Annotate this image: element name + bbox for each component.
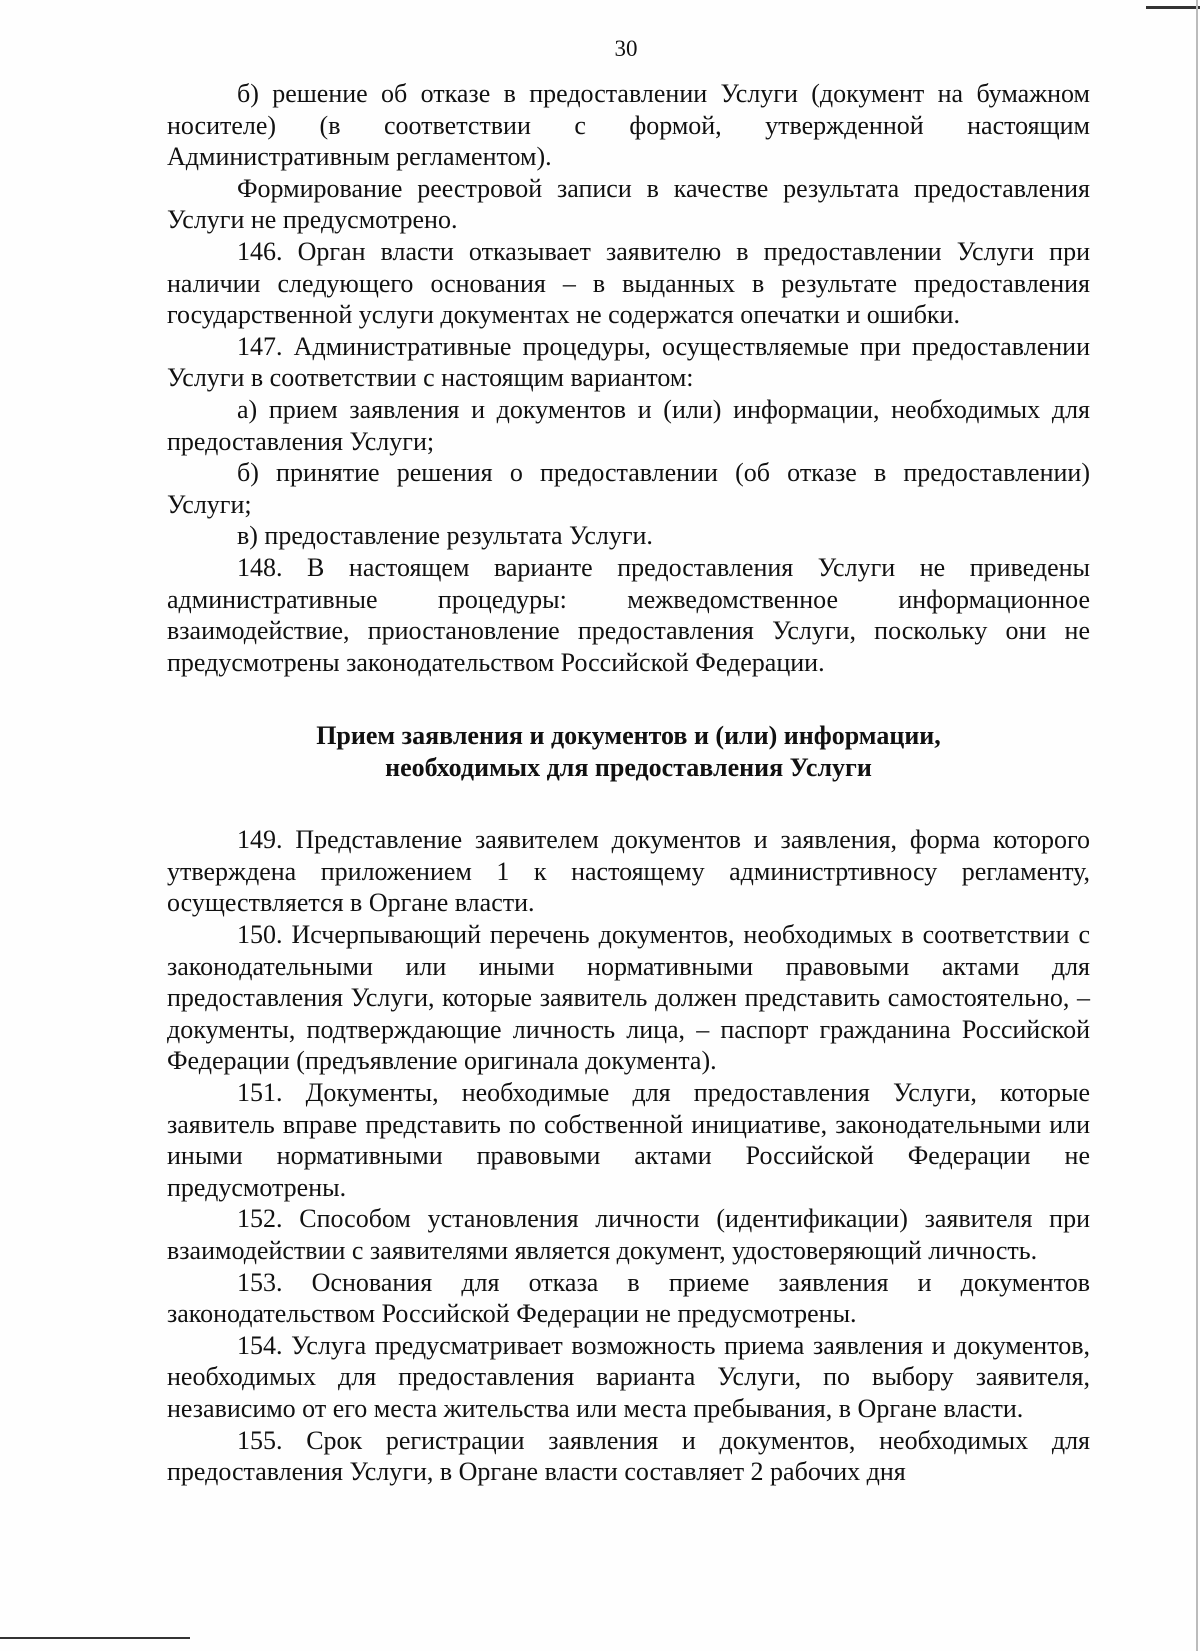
section-heading-line: Прием заявления и документов и (или) информации, [316, 721, 941, 751]
section-heading-line: необходимых для предоставления Услуги [385, 753, 872, 783]
page-number: 30 [614, 36, 638, 61]
scan-edge-mark-bottom [0, 1637, 190, 1639]
paragraph-item-155: 155. Срок регистрации заявления и документов, необходимых для предоставления Услуги, в Органе власти составляет 2 рабочих дня [167, 1425, 1090, 1487]
paragraph-item-152: 152. Способом установления личности (идентификации) заявителя при взаимодействии с заявителями является документ, удостоверяющий личность. [167, 1204, 1090, 1265]
scan-edge-mark-top [1146, 6, 1200, 9]
paragraph-item-148: 148. В настоящем варианте предоставления Услуги не приведены административные процедуры: межведомственное информационное взаимодействие, приостановление предоставления Услуги, поскольку они не предусмотрены законодательством Российской Федерации. [167, 552, 1090, 677]
paragraph-item-150: 150. Исчерпывающий перечень документов, необходимых в соответствии с законодательными или иными нормативными правовыми актами для предоставления Услуги, которые заявитель должен представить самостоятельно, – документы, подтверждающие личность лица, – паспорт гражданина Российской Федерации (предъявление оригинала документа). [167, 920, 1090, 1076]
paragraph-item-147: 147. Административные процедуры, осуществляемые при предоставлении Услуги в соответствии с настоящим вариантом: [167, 331, 1090, 393]
document-body [167, 78, 1090, 1488]
paragraph-item-154: 154. Услуга предусматривает возможность приема заявления и документов, необходимых для предоставления варианта Услуги, по выбору заявителя, независимо от его места жительства или места пребывания, в Органе власти. [167, 1330, 1090, 1423]
scan-edge-mark-right [1196, 0, 1198, 1651]
paragraph: б) решение об отказе в предоставлении Услуги (документ на бумажном носителе) (в соответствии с формой, утвержденной настоящим Административным регламентом). [167, 79, 1090, 172]
list-item: а) прием заявления и документов и (или) информации, необходимых для предоставления Услуги; [167, 394, 1090, 456]
paragraph-item-153: 153. Основания для отказа в приеме заявления и документов законодательством Российской Федерации не предусмотрены. [167, 1267, 1090, 1329]
section-heading [167, 720, 1090, 784]
paragraph-item-151: 151. Документы, необходимые для предоставления Услуги, которые заявитель вправе представить по собственной инициативе, законодательными или иными нормативными правовыми актами Российской Федерации не предусмотрены. [167, 1078, 1090, 1202]
list-item: в) предоставление результата Услуги. [237, 521, 653, 551]
paragraph-item-146: 146. Орган власти отказывает заявителю в предоставлении Услуги при наличии следующего основания – в выданных в результате предоставления государственной услуги документах не содержатся опечатки и ошибки. [167, 236, 1090, 330]
paragraph: Формирование реестровой записи в качестве результата предоставления Услуги не предусмотрено. [167, 173, 1090, 235]
paragraph-item-149: 149. Представление заявителем документов и заявления, форма которого утверждена приложением 1 к настоящему администртивносу регламенту, осуществляется в Органе власти. [167, 825, 1090, 918]
list-item: б) принятие решения о предоставлении (об отказе в предоставлении) Услуги; [167, 458, 1090, 519]
